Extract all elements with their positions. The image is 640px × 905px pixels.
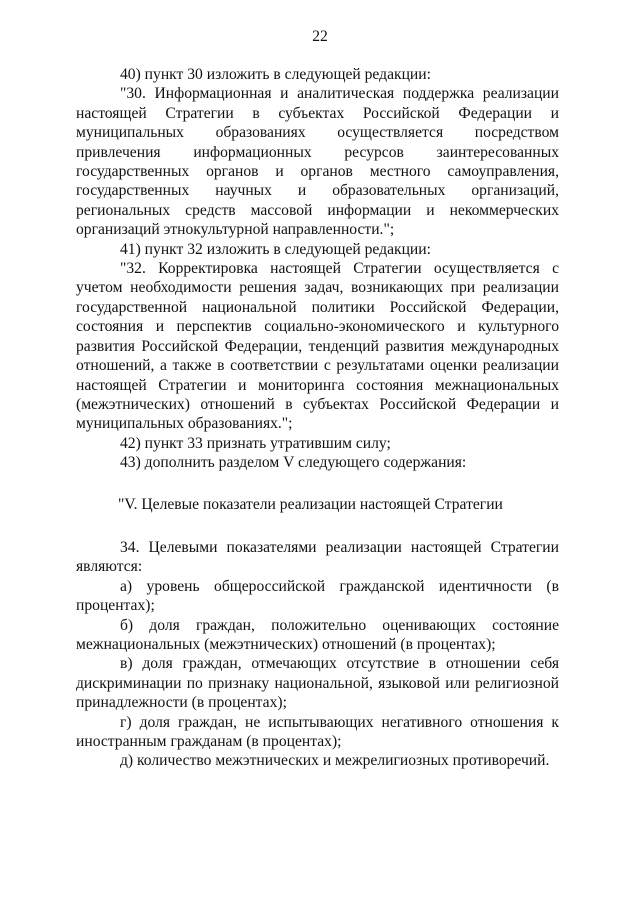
point-32-text: "32. Корректировка настоящей Стратегии осуществляется с учетом необходимости решения задач, возникающих при реализации государственной национальной политики Российской Федерации, состояния и перспектив социально-экономического и культурного развития Российской Федерации, тенденций развития международных отношений, а также в соответствии с результатами оценки реализации настоящей Стратегии и мониторинга состояния межнациональных (межэтнических) отношений в субъектах Российской Федерации и муниципальных образованиях."; <box>76 260 559 433</box>
item-41: 41) пункт 32 изложить в следующей редакции: <box>120 240 431 258</box>
indicator-g: г) доля граждан, не испытывающих негативного отношения к иностранным гражданам (в процентах); <box>76 713 559 750</box>
indicator-v: в) доля граждан, отмечающих отсутствие в отношении себя дискриминации по признаку национальной, языковой или религиозной принадлежности (в процентах); <box>76 655 559 712</box>
point-30-text: "30. Информационная и аналитическая поддержка реализации настоящей Стратегии в субъектах Российской Федерации и муниципальных образованиях осуществляется посредством привлечения информационных ресурсов заинтересованных государственных органов и органов местного самоуправления, государственных научных и образовательных организаций, региональных средств массовой информации и некоммерческих организаций этнокультурной направленности."; <box>76 85 559 239</box>
item-43: 43) дополнить разделом V следующего содержания: <box>120 454 467 472</box>
section-heading: "V. Целевые показатели реализации настоящей Стратегии <box>118 495 503 513</box>
point-34-text: 34. Целевыми показателями реализации настоящей Стратегии являются: <box>76 538 559 576</box>
indicator-a: а) уровень общероссийской гражданской идентичности (в процентах); <box>76 577 559 615</box>
item-40: 40) пункт 30 изложить в следующей редакции: <box>120 66 431 83</box>
indicator-b: б) доля граждан, положительно оценивающих состояние межнациональных (межэтнических) отношений (в процентах); <box>76 616 559 653</box>
document-body <box>76 65 559 771</box>
item-42: 42) пункт 33 признать утратившим силу; <box>120 434 391 452</box>
indicator-d: д) количество межэтнических и межрелигиозных противоречий. <box>120 752 550 770</box>
page-number: 22 <box>312 28 328 45</box>
